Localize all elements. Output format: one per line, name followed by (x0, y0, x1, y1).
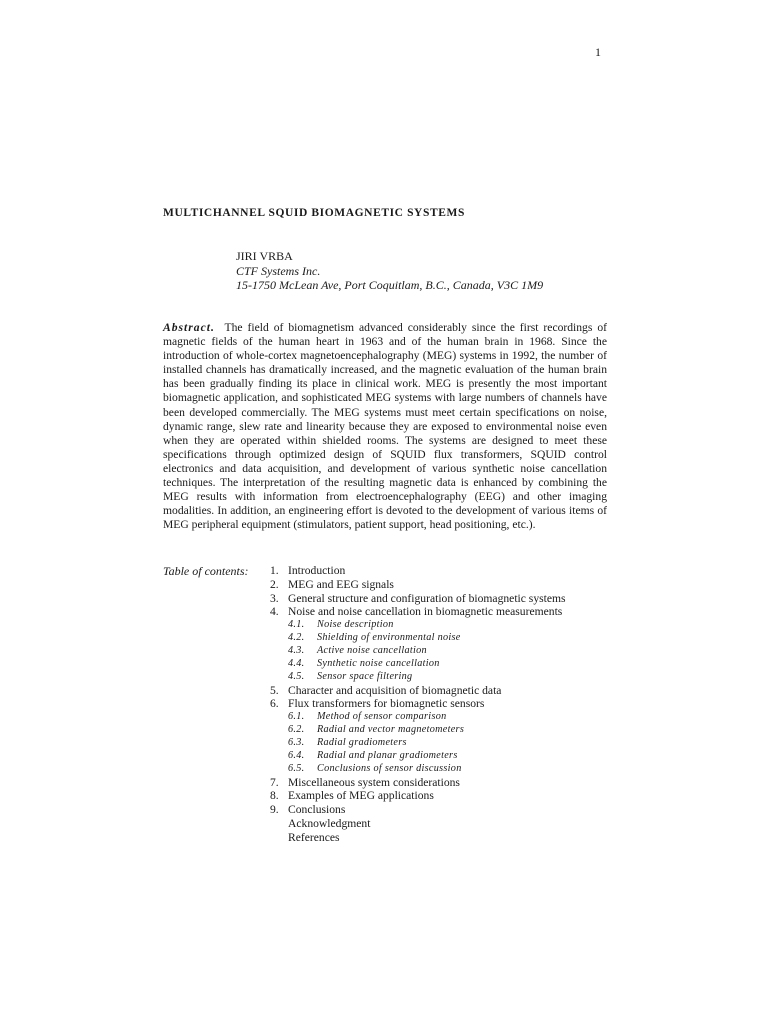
toc-item: 2. MEG and EEG signals (270, 577, 394, 591)
abstract-text: The field of biomagnetism advanced considerably since the first recordings of magnetic fields of the human heart in 1963 and of the human brain in 1968. Since the introduction of whole-cortex magnetoencephalography (MEG) systems in 1992, the number of installed channels has dramatically increased, and the magnetic evaluation of the human brain has been gradually finding its place in clinical work. MEG is presently the most important biomagnetic application, and sophisticated MEG systems with large numbers of channels have been developed commercially. The MEG systems must meet certain specifications on noise, dynamic range, slew rate and linearity because they are exposed to environmental noise even when they are operated within shielded rooms. The systems are designed to meet these specifications through optimized design of SQUID flux transformers, SQUID control electronics and data acquisition, and development of various synthetic noise cancellation techniques. The interpretation of the resulting magnetic data is enhanced by combining the MEG results with information from electroencephalography (EEG) and other imaging modalities. In addition, an engineering effort is devoted to the development of various items of MEG peripheral equipment (stimulators, patient support, head positioning, etc.). (163, 321, 607, 532)
toc-item: 7. Miscellaneous system considerations (270, 775, 460, 789)
toc-item: 9. Conclusions (270, 803, 346, 817)
author-block (236, 249, 543, 293)
toc-item: 1. Introduction (270, 564, 346, 577)
abstract (163, 321, 607, 532)
toc-item: 8. Examples of MEG applications (270, 789, 434, 803)
toc-item: Acknowledgment (288, 817, 371, 831)
paper-title: MULTICHANNEL SQUID BIOMAGNETIC SYSTEMS (163, 207, 465, 219)
toc-item: 5. Character and acquisition of biomagnetic data (270, 683, 502, 697)
toc-item: 6. Flux transformers for biomagnetic sensors (270, 697, 485, 711)
toc-subitem: 4.3. Active noise cancellation (288, 644, 427, 656)
toc-item: 4. Noise and noise cancellation in biomagnetic measurements (270, 605, 563, 619)
toc-subitem: 4.2. Shielding of environmental noise (288, 632, 461, 644)
table-of-contents (270, 564, 566, 845)
toc-item: 3. General structure and configuration of biomagnetic systems (270, 591, 566, 605)
toc-item: References (288, 830, 340, 844)
toc-subitem: 6.3. Radial gradiometers (288, 737, 407, 749)
page-number: 1 (595, 45, 601, 59)
toc-subitem: 6.2. Radial and vector magnetometers (288, 724, 465, 736)
author-affiliation: CTF Systems Inc. (236, 263, 321, 278)
author-address: 15-1750 McLean Ave, Port Coquitlam, B.C., Canada, V3C 1M9 (236, 278, 544, 292)
toc-subitem: 4.4. Synthetic noise cancellation (288, 657, 440, 669)
toc-subitem: 6.5. Conclusions of sensor discussion (288, 762, 462, 774)
toc-label: Table of contents: (163, 564, 249, 578)
abstract-label: Abstract. (163, 321, 215, 334)
toc-subitem: 4.5. Sensor space filtering (288, 670, 413, 682)
author-name: JIRI VRBA (236, 249, 293, 263)
toc-subitem: 6.1. Method of sensor comparison (288, 711, 447, 723)
toc-subitem: 4.1. Noise description (288, 619, 394, 631)
toc-subitem: 6.4. Radial and planar gradiometers (288, 749, 458, 761)
